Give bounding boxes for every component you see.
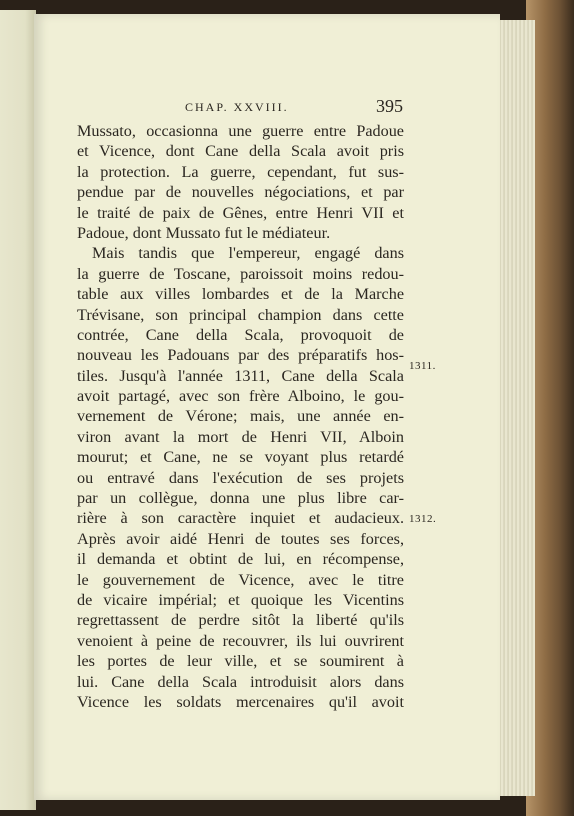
page-stack-edge <box>497 20 535 796</box>
text-line: Mussato, occasionna une guerre entre Padoue <box>77 122 404 140</box>
text-line: et Vicence, dont Cane della Scala avoit pris <box>77 142 404 161</box>
text-line: nouveau les Padouans par des préparatifs hos- <box>77 346 404 365</box>
text-line: vernement de Vérone; mais, une année en- <box>77 407 404 426</box>
text-line: contrée, Cane della Scala, provoquoit de <box>77 325 404 344</box>
text-line: regrettassent de perdre sitôt la liberté qu'ils <box>77 611 404 630</box>
text-line: table aux villes lombardes et de la Marche <box>77 285 404 304</box>
text-line: tiles. Jusqu'à l'année 1311, Cane della Scala <box>77 366 404 385</box>
text-line: Padoue, dont Mussato fut le médiateur. <box>77 223 331 242</box>
margin-note-year: 1311. <box>409 360 436 372</box>
text-line: par un collègue, donna une plus libre car- <box>77 489 404 508</box>
text-line: le traité de paix de Gênes, entre Henri VII et <box>77 203 404 222</box>
facing-page-edge <box>0 10 36 810</box>
text-line: les portes de leur ville, et se soumirent à <box>77 652 404 671</box>
text-line: le gouvernement de Vicence, avec le titre <box>77 570 404 589</box>
page-header <box>185 98 403 118</box>
text-line: avoit partagé, avec son frère Alboino, le gou- <box>77 387 404 406</box>
text-line: Après avoir aidé Henri de toutes ses forces, <box>77 529 404 548</box>
text-line: rière à son caractère inquiet et audacieux. <box>77 509 404 528</box>
text-line: mourut; et Cane, ne se voyant plus retardé <box>77 448 404 467</box>
text-line: la guerre de Toscane, paroissoit moins redou- <box>77 264 404 283</box>
text-line: de vicaire impérial; et quoique les Vicentins <box>77 590 404 609</box>
body-text <box>77 121 404 712</box>
text-line: viron avant la mort de Henri VII, Alboin <box>77 427 404 446</box>
text-line: Mais tandis que l'empereur, engagé dans <box>92 244 404 263</box>
text-line: venoient à peine de recouvrer, ils lui ouvrirent <box>77 631 404 650</box>
text-line: lui. Cane della Scala introduisit alors dans <box>77 672 404 691</box>
margin-note-year: 1312. <box>409 513 437 525</box>
text-line: il demanda et obtint de lui, en récompense, <box>77 550 404 569</box>
text-line: pendue par de nouvelles négociations, et par <box>77 183 404 202</box>
text-line: Trévisane, son principal champion dans cette <box>77 305 404 324</box>
text-line: ou entravé dans l'exécution de ses projets <box>77 468 404 487</box>
text-line: Vicence les soldats mercenaires qu'il avoit <box>77 692 404 711</box>
text-line: la protection. La guerre, cependant, fut sus- <box>77 162 404 181</box>
running-head: CHAP. XXVIII. <box>185 100 289 114</box>
page-number: 395 <box>376 96 403 116</box>
